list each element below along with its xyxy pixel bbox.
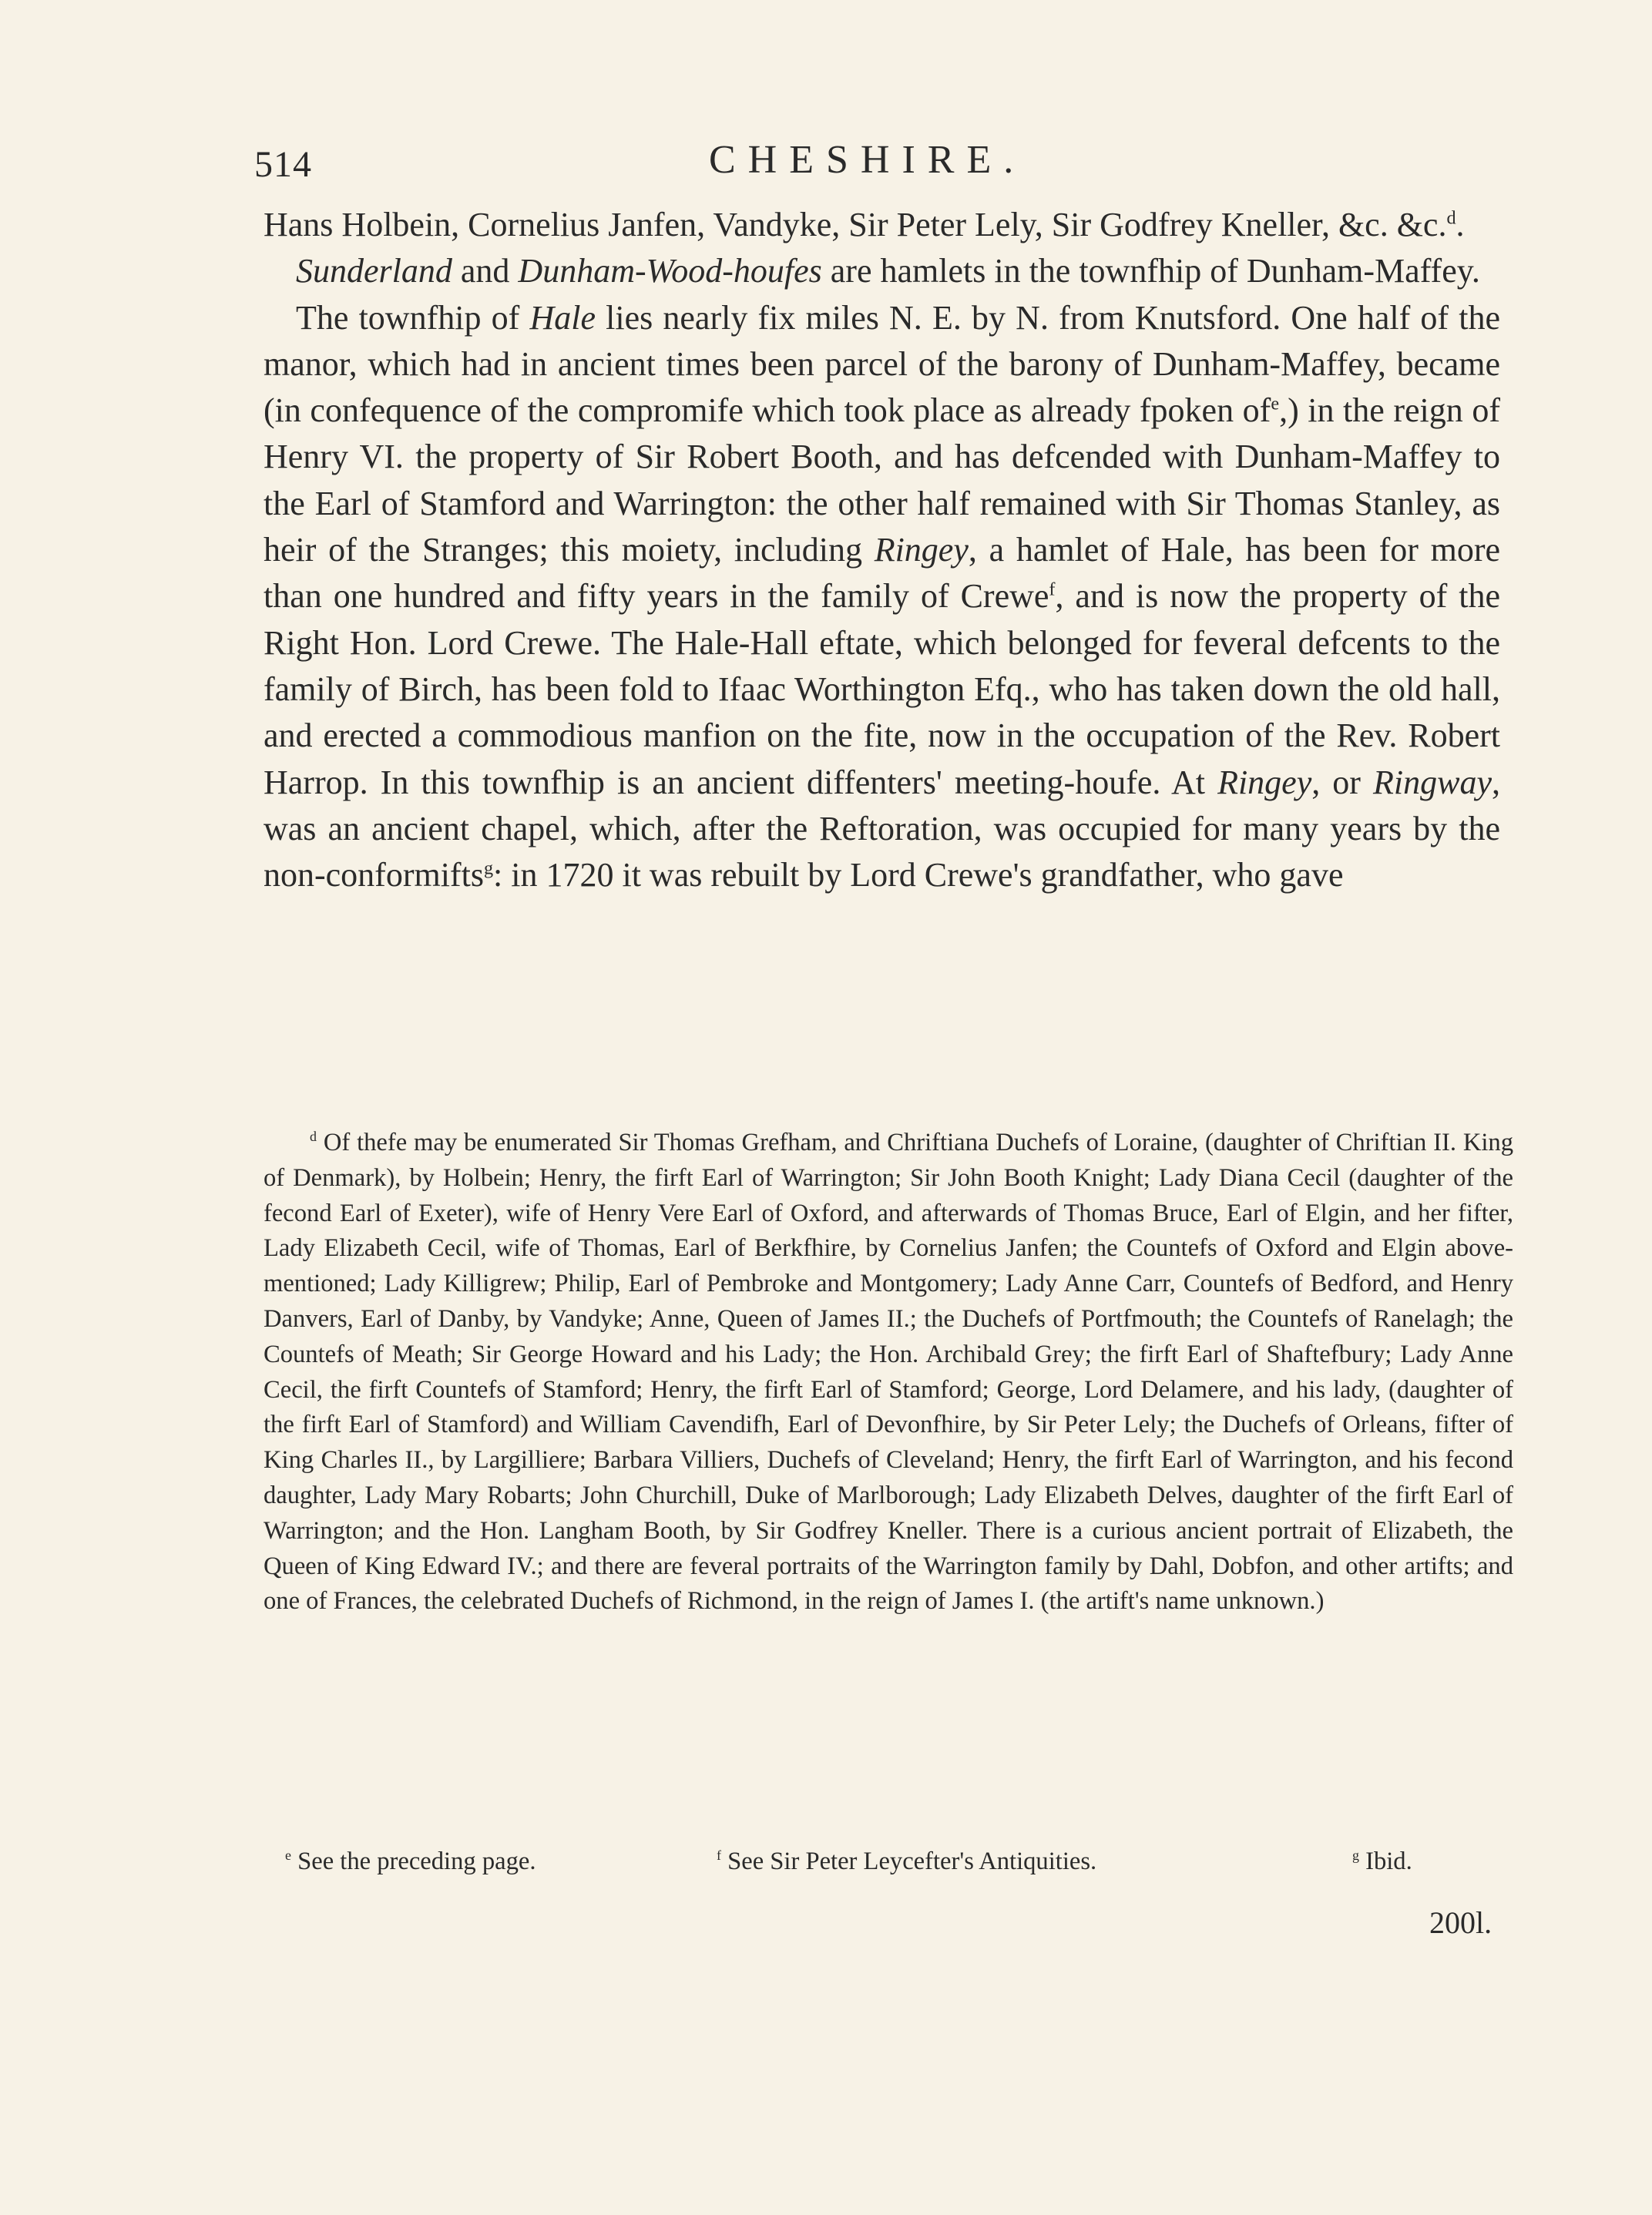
p2-text-a: and	[452, 252, 519, 290]
place-ringey: Ringey	[874, 531, 969, 569]
place-ringway: Ringway	[1373, 763, 1493, 801]
p1-text: Hans Holbein, Cornelius Janfen, Vandyke, Sir Peter Lely, Sir Godfrey Kneller, &c. &c.	[264, 206, 1447, 243]
p3-text-b: lies nearly fix miles N. E. by N. from Knutsford. One half of the manor, which had in ancient times been parcel of the barony of Dunham-Maffey, became (in confequence of the compromife which took place as already fpoken of	[264, 298, 1501, 430]
p3-text-e: , and is now the property of the Right Hon. Lord Crewe. The Hale-Hall eftate, which belonged for feveral defcents to the family of Birch, has been fold to Ifaac Worthington Efq., who has taken down the old hall, and erected a commodious manfion on the fite, now in the occupation of the Rev. Robert Harrop. In this townfhip is an ancient diffenters' meeting-houfe. At	[264, 577, 1500, 801]
p3-text-d: , a hamlet of Hale, has been for more than one hundred and fifty years in the family of Crewe	[264, 531, 1500, 616]
footnote-mark-d: d	[310, 1129, 317, 1145]
footnote-ref-e: e	[1271, 393, 1280, 414]
main-text	[264, 202, 1500, 898]
place-sunderland: Sunderland	[296, 252, 452, 290]
footnote-e-text: See the preceding page.	[297, 1848, 536, 1875]
short-footnotes	[285, 1848, 1441, 1886]
p1-text-end: .	[1456, 206, 1465, 243]
p2-text-b: are hamlets in the townfhip of Dunham-Maffey.	[821, 252, 1480, 290]
page-number: 514	[254, 144, 312, 185]
footnote-ref-g: g	[483, 857, 494, 879]
footnote-mark-g: g	[1352, 1848, 1359, 1864]
paragraph-2	[264, 248, 1500, 294]
p3-text-h: : in 1720 it was rebuilt by Lord Crewe's grandfather, who gave	[493, 856, 1344, 894]
p3-text-g: , was an ancient chapel, which, after the Reftoration, was occupied for many years by the non-conformifts	[264, 763, 1501, 894]
footnote-mark-e: e	[285, 1848, 291, 1864]
p3-text-c: ,) in the reign of Henry VI. the property of Sir Robert Booth, and has defcended with Dunham-Maffey to the Earl of Stamford and Warrington: the other half remained with Sir Thomas Stanley, as heir of the Stranges; this moiety, including	[264, 391, 1500, 569]
running-title: CHESHIRE.	[709, 138, 1026, 182]
footnote-g	[1352, 1848, 1412, 1876]
page-header	[254, 137, 1503, 191]
paragraph-1	[264, 202, 1500, 248]
p3-text-a: The townfhip of	[296, 298, 530, 337]
catchword: 200l.	[1429, 1905, 1493, 1940]
footnote-d-text: Of thefe may be enumerated Sir Thomas Grefham, and Chriftiana Duchefs of Loraine, (daughter of Chriftian II. King of Denmark), by Holbein; Henry, the firft Earl of Warrington; Sir John Booth Knight; Lady Diana Cecil (daughter of the fecond Earl of Exeter), wife of Henry Vere Earl of Oxford, and afterwards of Thomas Bruce, Earl of Elgin, and her fifter, Lady Elizabeth Cecil, wife of Thomas, Earl of Berkfhire, by Cornelius Janfen; the Countefs of Oxford and Elgin above-mentioned; Lady Killigrew; Philip, Earl of Pembroke and Montgomery; Lady Anne Carr, Countefs of Bedford, and Henry Danvers, Earl of Danby, by Vandyke; Anne, Queen of James II.; the Duchefs of Portfmouth; the Countefs of Ranelagh; the Countefs of Meath; Sir George Howard and his Lady; the Hon. Archibald Grey; the firft Earl of Shaftefbury; Lady Anne Cecil, the firft Countefs of Stamford; Henry, the firft Earl of Stamford; George, Lord Delamere, and his lady, (daughter of the firft Earl of Stamford) and William Cavendifh, Earl of Devonfhire, by Sir Peter Lely; the Duchefs of Orleans, fifter of King Charles II., by Largilliere; Barbara Villiers, Duchefs of Cleveland; Henry, the firft Earl of Warrington, and his fecond daughter, Lady Mary Robarts; John Churchill, Duke of Marlborough; Lady Elizabeth Delves, daughter of the firft Earl of Warrington; and the Hon. Langham Booth, by Sir Godfrey Kneller. There is a curious ancient portrait of Elizabeth, the Queen of King Edward IV.; and there are feveral portraits of the Warrington family by Dahl, Dobfon, and other artifts; and one of Frances, the celebrated Duchefs of Richmond, in the reign of James I. (the artift's name unknown.)	[264, 1129, 1513, 1616]
footnote-f	[717, 1848, 1096, 1876]
footnote-g-text: Ibid.	[1365, 1848, 1412, 1875]
footnotes	[264, 1126, 1513, 1619]
footnote-d	[264, 1126, 1513, 1619]
footnote-f-text: See Sir Peter Leycefter's Antiquities.	[727, 1848, 1097, 1875]
footnote-mark-f: f	[717, 1848, 721, 1864]
footnote-ref-f: f	[1049, 579, 1056, 600]
place-hale: Hale	[529, 298, 596, 337]
place-dunham-wood-houses: Dunham-Wood-houfes	[518, 252, 822, 290]
p3-text-f: , or	[1311, 763, 1374, 801]
footnote-ref-d: d	[1446, 207, 1456, 229]
footnote-e	[285, 1848, 536, 1876]
place-ringey-2: Ringey	[1217, 763, 1312, 801]
paragraph-3	[264, 295, 1500, 899]
